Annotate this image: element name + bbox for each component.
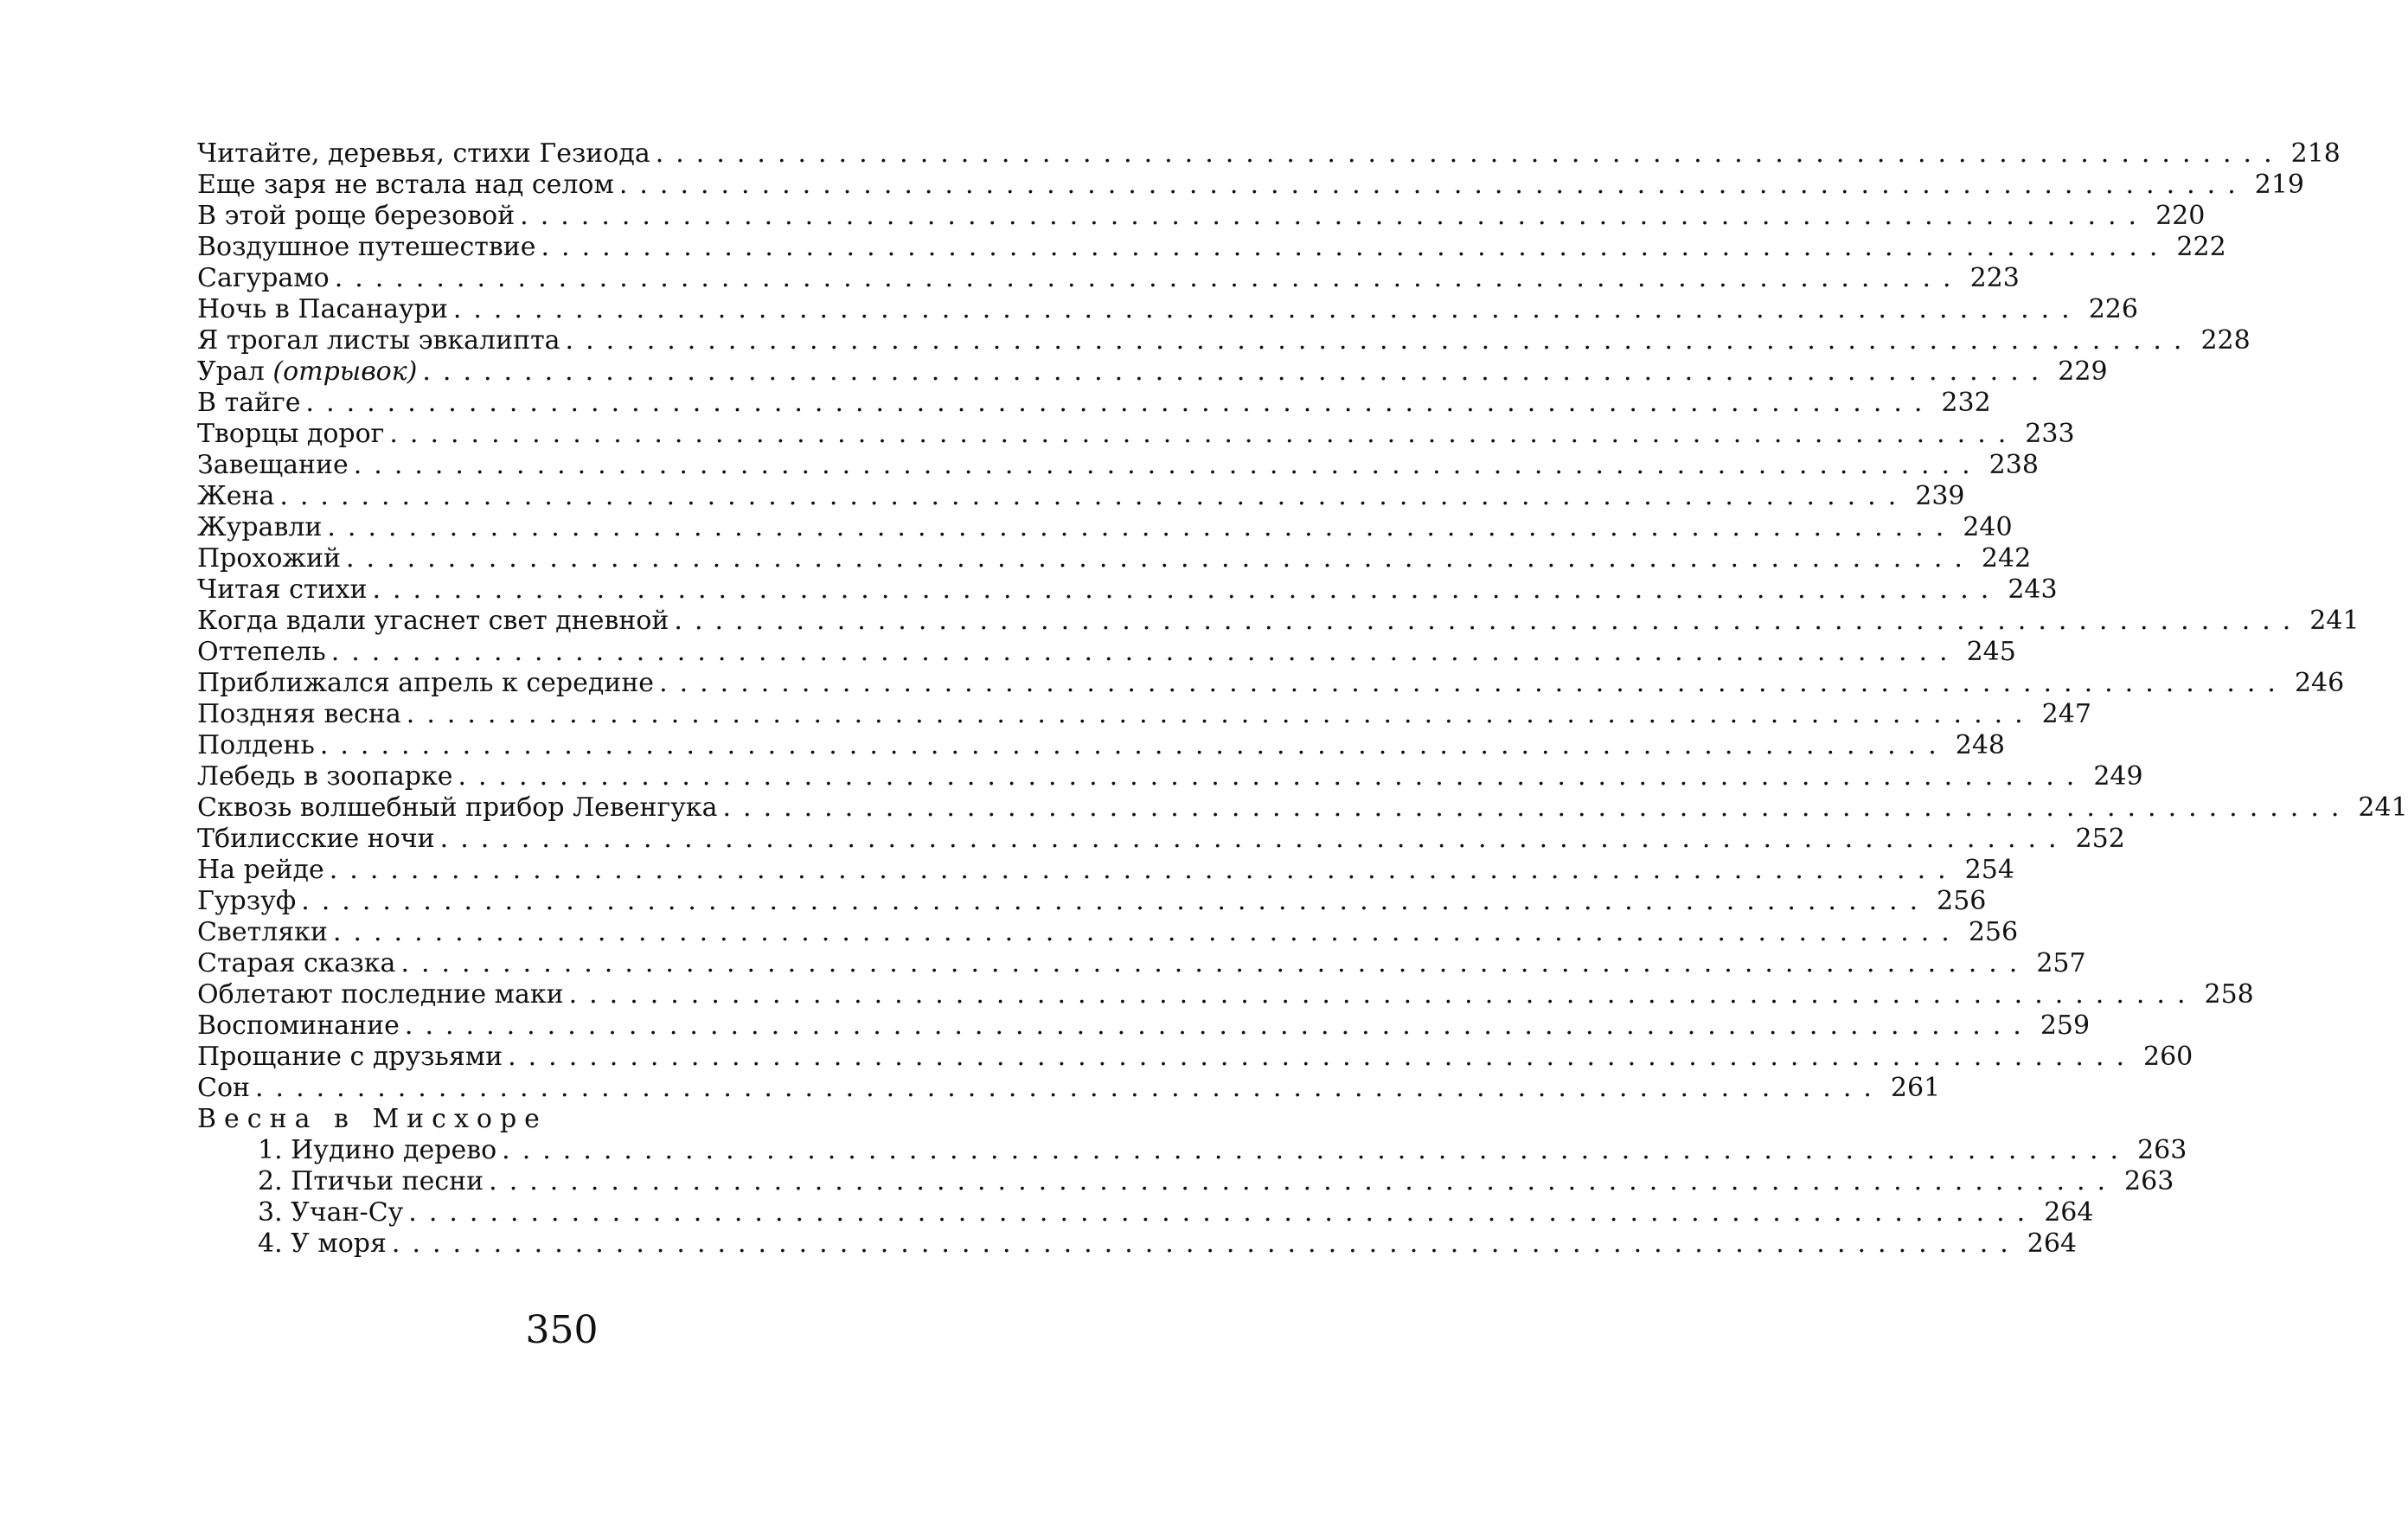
toc-entry-page: 249 <box>2093 761 2143 792</box>
toc-entry-page: 218 <box>2290 138 2341 169</box>
dot-leader: ................................................................................ <box>508 1042 2136 1072</box>
table-of-contents <box>197 138 2408 1260</box>
toc-entry-title-text: 1. Иудино дерево <box>258 1135 497 1165</box>
toc-entry <box>197 668 2345 699</box>
toc-entry-title-text: Сон <box>197 1073 251 1103</box>
toc-subentry <box>197 1228 2078 1260</box>
toc-entry-title-text: Гурзуф <box>197 886 297 916</box>
dot-leader: ................................................................................ <box>674 606 2303 636</box>
toc-entry-title <box>197 325 566 356</box>
dot-leader: ................................................................................ <box>452 294 2082 324</box>
dot-leader: ................................................................................ <box>439 824 2069 854</box>
toc-entry-title <box>197 170 619 201</box>
toc-entry-title-text: Прохожий <box>197 543 341 574</box>
toc-entry-page: 241 <box>2358 792 2408 823</box>
toc-entry-page: 219 <box>2254 170 2304 200</box>
dot-leader: ................................................................................ <box>305 388 1935 418</box>
toc-entry-title <box>197 1010 405 1042</box>
toc-entry-page: 263 <box>2137 1135 2187 1165</box>
dot-leader: ................................................................................ <box>279 481 1909 511</box>
toc-entry-title <box>197 948 400 979</box>
toc-entry <box>197 855 2014 886</box>
toc-entry-title <box>197 1042 508 1073</box>
toc-entry-title-text: На рейде <box>197 855 324 885</box>
toc-entry <box>197 761 2143 792</box>
dot-leader: ................................................................................ <box>400 948 2030 978</box>
toc-entry-title-text: Облетают последние маки <box>197 979 564 1010</box>
toc-entry-title-text: 3. Учан-Су <box>258 1197 404 1228</box>
toc-entry-page: 220 <box>2155 201 2206 231</box>
toc-entry-note: (отрывок) <box>272 356 418 387</box>
toc-entry <box>197 419 2075 450</box>
dot-leader: ................................................................................ <box>489 1166 2118 1196</box>
toc-entry-title-text: Сквозь волшебный прибор Левенгука <box>197 792 718 823</box>
toc-entry-page: 241 <box>2309 606 2360 636</box>
toc-entry-title <box>197 263 335 294</box>
toc-entry-title-text: Оттепель <box>197 637 326 667</box>
dot-leader: ................................................................................ <box>389 419 2019 449</box>
toc-entry-title <box>197 824 440 855</box>
toc-entry-title-text: Прощание с друзьями <box>197 1042 503 1072</box>
toc-entry <box>197 574 2058 606</box>
toc-entry-title-text: В тайге <box>197 388 301 418</box>
toc-entry-title-text: Читайте, деревья, стихи Гезиода <box>197 138 650 169</box>
dot-leader: ................................................................................ <box>655 138 2284 169</box>
dot-leader: ................................................................................ <box>301 886 1931 916</box>
toc-entry-page: 239 <box>1915 481 1965 511</box>
toc-entry <box>197 730 2005 761</box>
dot-leader: ................................................................................ <box>541 232 2170 262</box>
toc-entry-title-text: Полдень <box>197 730 315 760</box>
toc-entry-page: 264 <box>2044 1197 2094 1228</box>
toc-entry <box>197 824 2125 855</box>
toc-entry-page: 263 <box>2124 1166 2174 1196</box>
toc-subentry <box>197 1197 2094 1228</box>
toc-entry <box>197 512 2013 543</box>
toc-entry-title-text: Приближался апрель к середине <box>197 668 655 698</box>
toc-entry-title <box>197 606 674 637</box>
toc-entry-page: 226 <box>2088 294 2138 324</box>
toc-entry-page: 256 <box>1937 886 1987 916</box>
toc-section-heading-row <box>197 1104 1006 1135</box>
toc-entry-page: 245 <box>1966 637 2016 667</box>
dot-leader: ................................................................................ <box>334 263 1963 293</box>
toc-entry-title-text: Воздушное путешествие <box>197 232 536 262</box>
toc-entry-page: 228 <box>2200 325 2251 356</box>
toc-entry-title <box>197 699 407 730</box>
toc-entry-page: 247 <box>2041 699 2091 729</box>
toc-entry <box>197 138 2341 170</box>
toc-entry-title-text: Завещание <box>197 450 349 480</box>
toc-entry-page: 240 <box>1963 512 2013 542</box>
toc-entry <box>197 543 2032 574</box>
toc-entry-title-text: Поздняя весна <box>197 699 401 729</box>
toc-entry-page: 252 <box>2075 824 2125 854</box>
toc-entry-title <box>197 294 453 325</box>
toc-entry-title-text: Когда вдали угаснет свет дневной <box>197 606 669 636</box>
toc-entry-title <box>197 419 389 450</box>
toc-entry <box>197 450 2039 481</box>
toc-entry-title <box>197 730 320 761</box>
toc-entry-page: 243 <box>2008 574 2058 605</box>
toc-entry-page: 246 <box>2294 668 2345 698</box>
toc-entry <box>197 263 2020 294</box>
toc-entry <box>197 1073 1941 1104</box>
toc-entry-page: 229 <box>2058 356 2108 387</box>
toc-entry-title-text: Жена <box>197 481 275 511</box>
toc-entry-title-text: Тбилисские ночи <box>197 824 435 854</box>
toc-entry-title <box>197 356 422 388</box>
toc-entry-title <box>197 637 331 668</box>
toc-entry-title <box>197 201 520 232</box>
toc-entry-page: 257 <box>2036 948 2086 978</box>
toc-entry-title <box>197 886 301 917</box>
dot-leader: ................................................................................ <box>502 1135 2131 1165</box>
dot-leader: ................................................................................ <box>319 730 1949 760</box>
toc-entry-title-text: Журавли <box>197 512 323 542</box>
dot-leader: ................................................................................ <box>406 699 2035 729</box>
toc-entry-page: 264 <box>2027 1228 2078 1259</box>
toc-entry <box>197 356 2108 388</box>
toc-section-heading: Весна в Мисхоре <box>197 1104 548 1134</box>
toc-subentry <box>197 1166 2174 1197</box>
toc-entry <box>197 948 2086 979</box>
toc-entry-title <box>258 1166 489 1197</box>
toc-entry-title-text: Урал <box>197 356 265 387</box>
toc-entry <box>197 979 2254 1010</box>
dot-leader: ................................................................................ <box>565 325 2194 356</box>
dot-leader: ................................................................................ <box>659 668 2288 698</box>
dot-leader: ................................................................................ <box>330 637 1960 667</box>
dot-leader: ................................................................................ <box>327 512 1956 542</box>
toc-entry-title-text: Я трогал листы эвкалипта <box>197 325 560 356</box>
toc-entry <box>197 201 2206 232</box>
toc-entry <box>197 294 2138 325</box>
toc-entry <box>197 699 2091 730</box>
toc-entry-title-text: Лебедь в зоопарке <box>197 761 453 792</box>
dot-leader: ................................................................................ <box>255 1073 1884 1103</box>
toc-entry-title-text: Сагурамо <box>197 263 330 293</box>
dot-leader: ................................................................................ <box>520 201 2149 231</box>
toc-entry-title <box>258 1135 502 1166</box>
toc-entry-page: 254 <box>1964 855 2014 885</box>
dot-leader: ................................................................................ <box>408 1197 2038 1228</box>
dot-leader: ................................................................................ <box>332 917 1962 947</box>
dot-leader: ................................................................................ <box>372 574 2001 605</box>
toc-entry-title <box>197 917 333 948</box>
toc-entry-title <box>197 855 330 886</box>
toc-entry-title-text: Светляки <box>197 917 328 947</box>
toc-entry-title-text: Творцы дорог <box>197 419 385 449</box>
toc-entry-title-text: В этой роще березовой <box>197 201 516 231</box>
dot-leader: ................................................................................ <box>458 761 2087 792</box>
toc-entry-title <box>197 543 346 574</box>
toc-entry-title <box>197 450 354 481</box>
toc-entry-title <box>197 792 723 824</box>
toc-entry-page: 238 <box>1989 450 2039 480</box>
toc-entry-title-text: 4. У моря <box>258 1228 387 1259</box>
dot-leader: ................................................................................ <box>422 356 2052 387</box>
toc-entry-title <box>197 481 279 512</box>
toc-entry-title <box>197 668 659 699</box>
toc-entry-title-text: Воспоминание <box>197 1010 400 1041</box>
toc-entry <box>197 1010 2091 1042</box>
dot-leader: ................................................................................ <box>391 1228 2021 1259</box>
toc-entry <box>197 170 2304 201</box>
toc-entry-title <box>197 232 541 263</box>
page-number: 350 <box>525 1308 599 1352</box>
toc-entries <box>197 138 2408 1104</box>
toc-entry-title-text: Читая стихи <box>197 574 368 605</box>
toc-entry <box>197 637 2016 668</box>
toc-subentry <box>197 1135 2187 1166</box>
toc-entry-title-text: 2. Птичьи песни <box>258 1166 484 1196</box>
toc-entry <box>197 792 2408 824</box>
toc-entry-title-text: Старая сказка <box>197 948 396 978</box>
toc-entry <box>197 917 2019 948</box>
toc-entry-title <box>258 1197 408 1228</box>
toc-entry-page: 259 <box>2040 1010 2091 1041</box>
toc-entry-title-text: Еще заря не встала над селом <box>197 170 614 200</box>
toc-entry-page: 256 <box>1968 917 2019 947</box>
toc-entry-title <box>197 574 372 606</box>
toc-entry-page: 222 <box>2176 232 2226 262</box>
toc-entry-page: 233 <box>2025 419 2075 449</box>
toc-entry <box>197 325 2251 356</box>
toc-entry-title <box>197 388 306 419</box>
toc-entry-page: 242 <box>1981 543 2032 574</box>
toc-entry-page: 261 <box>1890 1073 1941 1103</box>
toc-entry-title-text: Ночь в Пасанаури <box>197 294 448 324</box>
toc-entry <box>197 481 1965 512</box>
toc-entry-title <box>197 1073 255 1104</box>
toc-entry-page: 248 <box>1955 730 2005 760</box>
toc-entry-page: 232 <box>1941 388 1991 418</box>
toc-entry-page: 223 <box>1969 263 2020 293</box>
dot-leader: ................................................................................ <box>346 543 1975 574</box>
toc-entry <box>197 232 2226 263</box>
dot-leader: ................................................................................ <box>353 450 1982 480</box>
toc-entry <box>197 388 1991 419</box>
toc-entry-title <box>197 761 458 792</box>
toc-entry-page: 260 <box>2143 1042 2193 1072</box>
dot-leader: ................................................................................ <box>329 855 1958 885</box>
dot-leader: ................................................................................ <box>722 792 2352 823</box>
toc-entry-page: 258 <box>2204 979 2254 1010</box>
toc-entry <box>197 886 1987 917</box>
toc-entry-title <box>258 1228 392 1260</box>
dot-leader: ................................................................................ <box>618 170 2248 200</box>
dot-leader: ................................................................................ <box>404 1010 2033 1041</box>
dot-leader: ................................................................................ <box>568 979 2198 1010</box>
toc-entry <box>197 606 2360 637</box>
toc-entry-title <box>197 512 327 543</box>
toc-entry-title <box>197 138 656 170</box>
toc-section-items <box>197 1135 2187 1260</box>
toc-entry-title <box>197 979 569 1010</box>
toc-entry <box>197 1042 2193 1073</box>
